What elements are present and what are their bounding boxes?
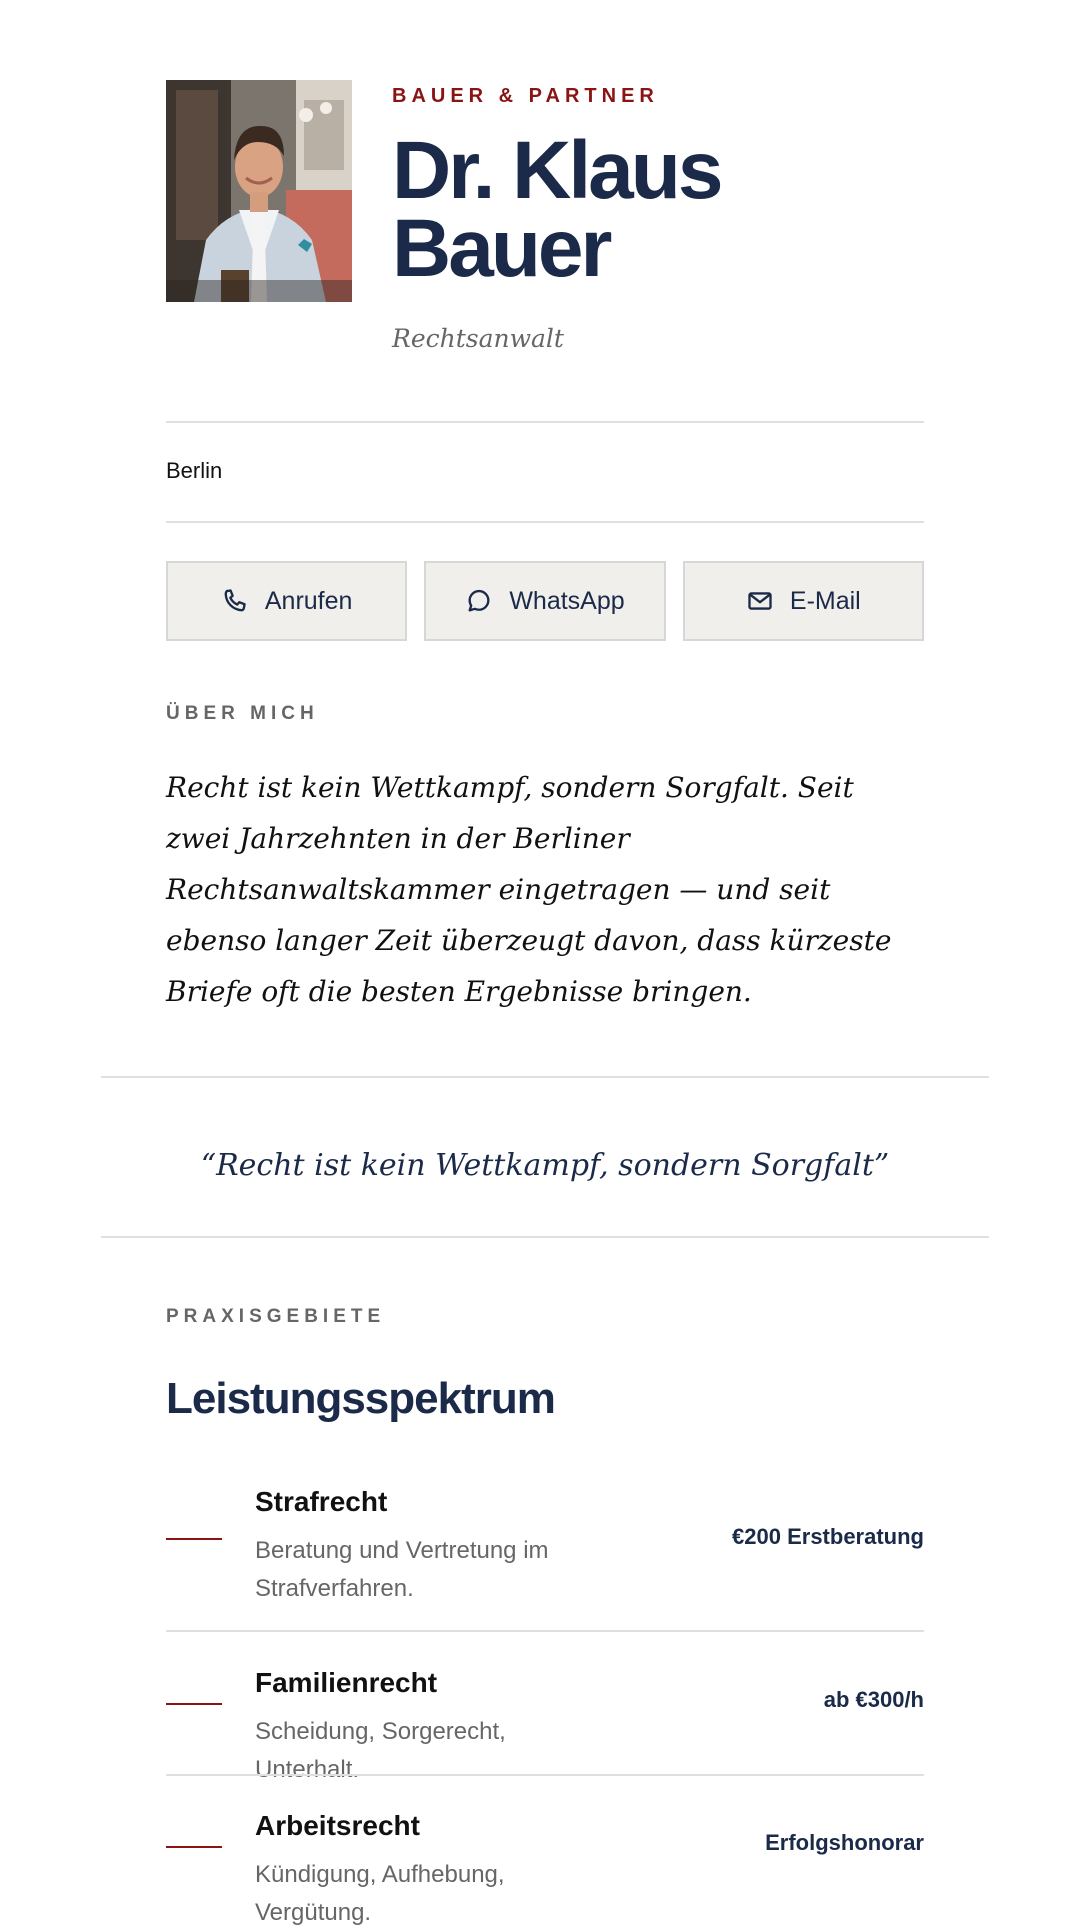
service-accent-rule — [166, 1538, 222, 1540]
lawyer-name — [392, 125, 912, 294]
contact-actions — [166, 561, 924, 641]
service-title: Familienrecht — [255, 1667, 438, 1698]
mail-icon — [746, 587, 774, 615]
divider-location — [166, 521, 924, 523]
profile-header — [166, 80, 924, 360]
chat-bubble-icon — [465, 587, 493, 615]
service-title: Arbeitsrecht — [255, 1810, 420, 1841]
whatsapp-button-label: WhatsApp — [509, 586, 625, 615]
service-item — [166, 1667, 924, 1783]
profession-title: Rechtsanwalt — [392, 324, 564, 353]
service-price: Erfolgshonorar — [765, 1830, 924, 1855]
service-item — [166, 1486, 924, 1606]
service-description: Kündigung, Aufhebung, Vergütung. — [255, 1861, 505, 1926]
service-divider — [166, 1630, 924, 1632]
quote-divider-bottom — [101, 1236, 989, 1238]
services-label: PRAXISGEBIETE — [166, 1306, 386, 1327]
phone-icon — [221, 587, 249, 615]
call-button-label: Anrufen — [264, 586, 353, 615]
email-button-label: E-Mail — [789, 586, 861, 615]
service-price: ab €300/h — [823, 1687, 924, 1712]
service-item — [166, 1810, 924, 1926]
quote-text: “Recht ist kein Wettkampf, sondern Sorgfalt” — [200, 1148, 890, 1183]
divider-top — [166, 421, 924, 423]
whatsapp-button[interactable] — [424, 561, 665, 641]
about-heading: ÜBER MICH — [166, 703, 319, 724]
call-button[interactable] — [166, 561, 407, 641]
service-price: €200 Erstberatung — [732, 1524, 924, 1549]
services-title: Leistungsspektrum — [166, 1374, 555, 1423]
service-accent-rule — [166, 1703, 222, 1705]
service-title: Strafrecht — [255, 1486, 388, 1517]
service-divider — [166, 1774, 924, 1776]
firm-name: BAUER & PARTNER — [392, 85, 659, 107]
about-text: Recht ist kein Wettkampf, sondern Sorgfalt. Seit zwei Jahrzehnten in der Berliner Rechtsanwaltskammer eingetragen — und seit ebenso langer Zeit überzeugt davon, dass kürzeste Briefe oft die besten Ergebnisse bringen. — [166, 771, 892, 1008]
name-line-2: Bauer — [392, 203, 610, 294]
email-button[interactable] — [683, 561, 924, 641]
quote-divider-top — [101, 1076, 989, 1078]
location-city: Berlin — [166, 458, 223, 483]
service-description: Scheidung, Sorgerecht, Unterhalt. — [255, 1718, 506, 1783]
service-accent-rule — [166, 1846, 222, 1848]
profile-photo — [166, 80, 352, 302]
service-description: Beratung und Vertretung im Strafverfahren. — [255, 1537, 549, 1602]
name-line-1: Dr. Klaus — [392, 125, 721, 216]
